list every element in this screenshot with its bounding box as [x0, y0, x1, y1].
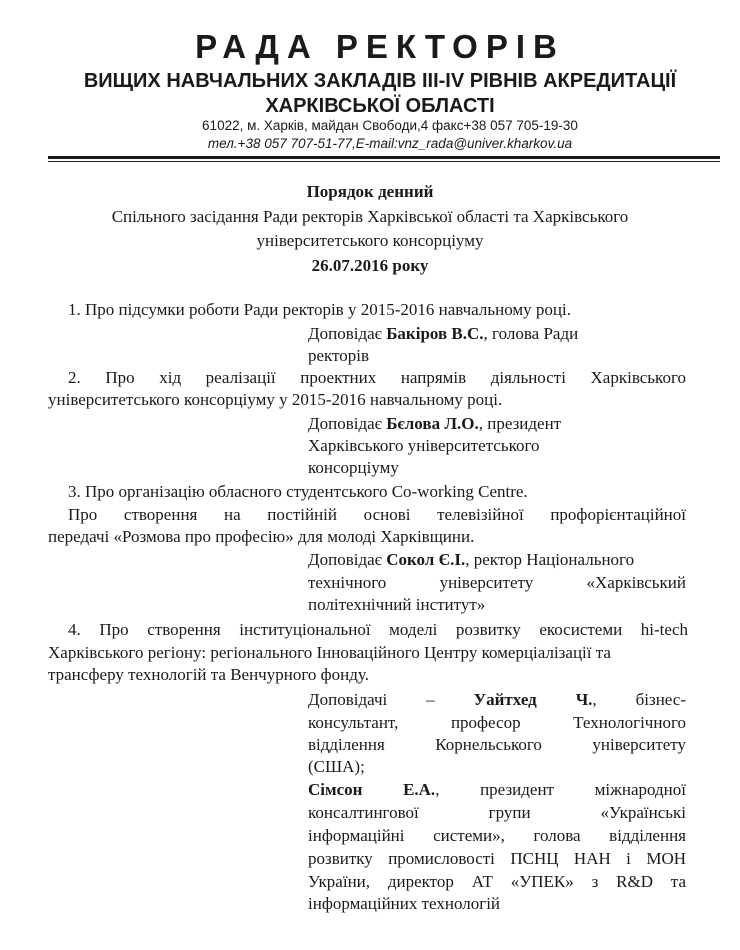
letterhead-divider-thick	[48, 156, 720, 159]
agenda-item-4-line2: Харківського регіону: регіонального Інноваційного Центру комерціалізації та	[48, 643, 611, 662]
item-4-reporter-a-line3: відділення Корнельського університету	[308, 735, 686, 754]
agenda-item-4-line1: 4. Про створення інституціональної моделі розвитку екосистеми hi-tech	[68, 620, 688, 639]
item-4-reporter-b-line3: інформаційні системи», голова відділення	[308, 826, 686, 845]
meeting-title-line1: Спільного засідання Ради ректорів Харківської області та Харківського	[111, 207, 629, 226]
reporter-role: , президент міжнародної	[435, 780, 686, 799]
meeting-date: 26.07.2016 року	[311, 256, 429, 275]
item-1-reporter	[308, 324, 686, 344]
item-4-reporter-b-line5: України, директор АТ «УПЕК» з R&D та	[308, 872, 686, 891]
item-3-reporter-line2: технічного університету «Харківський	[308, 573, 686, 592]
reporter-role: , голова Ради	[483, 324, 579, 343]
item-4-reporter-a-line2: консультант, професор Технологічного	[308, 713, 686, 732]
reporter-prefix: Доповідає	[308, 414, 387, 433]
reporter-name: Уайтхед Ч.	[473, 690, 593, 709]
council-subtitle: ВИЩИХ НАВЧАЛЬНИХ ЗАКЛАДІВ ІІІ-ІV РІВНІВ АКРЕДИТАЦІЇ	[83, 70, 677, 92]
item-2-reporter-line3: консорціуму	[308, 458, 399, 477]
item-4-reporter-b-line4: розвитку промисловості ПСНЦ НАН і МОН	[308, 849, 686, 868]
reporter-name: Бєлова Л.О.	[386, 414, 479, 433]
meeting-title-line2: університетського консорціуму	[256, 231, 484, 250]
agenda-item-1: 1. Про підсумки роботи Ради ректорів у 2015-2016 навчальному році.	[68, 300, 571, 319]
agenda-item-3-line2: Про створення на постійній основі телевізійної профорієнтаційної	[68, 505, 686, 524]
reporter-name: Сімсон Е.А.	[308, 780, 436, 799]
reporter-prefix: Доповідачі –	[308, 690, 474, 709]
reporter-role: , ректор Національного	[465, 550, 635, 569]
reporter-role: , президент	[478, 414, 562, 433]
agenda-item-3-line1: 3. Про організацію обласного студентського Co-working Centre.	[68, 482, 528, 501]
reporter-role: , бізнес-	[592, 690, 686, 709]
agenda-item-4-line3: трансферу технологій та Венчурного фонду.	[48, 665, 369, 684]
agenda-item-3-line3: передачі «Розмова про професію» для молоді Харківщини.	[48, 527, 475, 546]
item-4-reporter-b-line2: консалтингової групи «Українські	[308, 803, 686, 822]
reporter-prefix: Доповідає	[308, 324, 387, 343]
item-2-reporter	[308, 414, 561, 434]
council-region: ХАРКІВСЬКОЇ ОБЛАСТІ	[265, 95, 495, 117]
agenda-item-2-line2: університетського консорціуму у 2015-2016 навчальному році.	[48, 390, 503, 409]
council-title: РАДА РЕКТОРІВ	[195, 28, 565, 65]
address-line: 61022, м. Харків, майдан Свободи,4 факс+38 057 705-19-30	[202, 118, 578, 133]
reporter-name: Сокол Є.І.	[386, 550, 466, 569]
item-4-reporter-a-line4: (США);	[308, 757, 365, 776]
item-4-reporter-b	[308, 780, 686, 800]
item-3-reporter-line3: політехнічний інститут»	[308, 595, 486, 614]
item-3-reporter	[308, 550, 634, 570]
item-4-reporter-a	[308, 690, 686, 710]
reporter-prefix: Доповідає	[308, 550, 387, 569]
reporter-name: Бакіров В.С.	[386, 324, 484, 343]
item-4-reporter-b-line6: інформаційних технологій	[308, 894, 501, 913]
letterhead-divider-thin	[48, 161, 720, 162]
agenda-heading: Порядок денний	[306, 182, 434, 201]
item-2-reporter-line2: Харківського університетського	[308, 436, 540, 455]
agenda-item-2-line1: 2. Про хід реалізації проектних напрямів діяльності Харківського	[68, 368, 686, 387]
item-1-reporter-line2: ректорів	[308, 346, 370, 365]
contact-line: тел.+38 057 707-51-77,E-mail:vnz_rada@univer.kharkov.ua	[207, 136, 573, 151]
